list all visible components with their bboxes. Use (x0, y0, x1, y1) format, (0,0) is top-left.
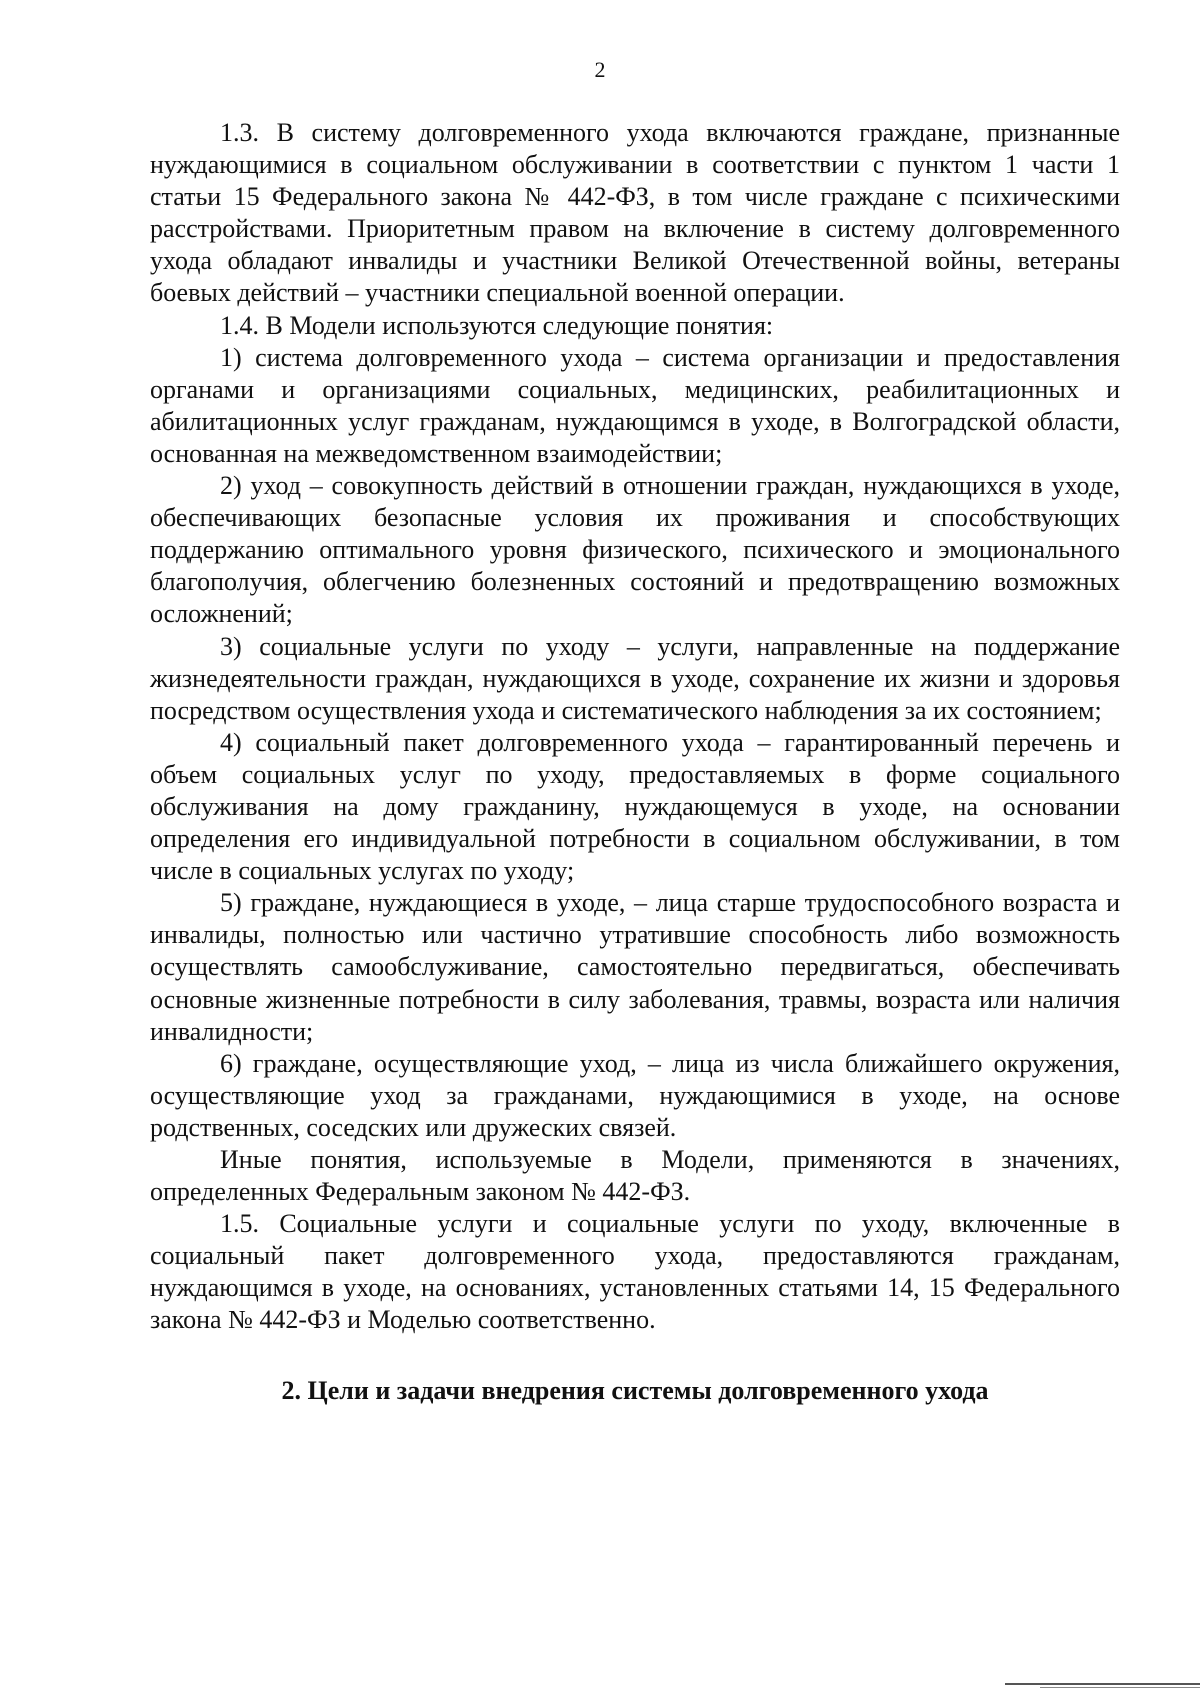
scan-artifact-line (1005, 1683, 1200, 1685)
definition-5: 5) граждане, нуждающиеся в уходе, – лица старше трудоспособного возраста и инвалиды, полностью или частично утратившие способность либо возможность осуществлять самообслуживание, самостоятельно передвигаться, обеспечивать основные жизненные потребности в силу заболевания, травмы, возраста или наличия инвалидности; (150, 888, 1120, 1046)
paragraph-1-4: 1.4. В Модели используются следующие понятия: (220, 310, 774, 340)
scan-artifact-line-secondary (1040, 1687, 1200, 1688)
section-heading: 2. Цели и задачи внедрения системы долговременного ухода (281, 1375, 989, 1405)
definition-6: 6) граждане, осуществляющие уход, – лица из числа ближайшего окружения, осуществляющие уход за гражданами, нуждающимися в уходе, на основе родственных, соседских или дружеских связей. (150, 1048, 1120, 1142)
definition-2: 2) уход – совокупность действий в отношении граждан, нуждающихся в уходе, обеспечивающих безопасные условия их проживания и способствующих поддержанию оптимального уровня физического, психического и эмоционального благополучия, облегчению болезненных состояний и предотвращению возможных осложнений; (150, 471, 1120, 629)
paragraph-1-3: 1.3. В систему долговременного ухода включаются граждане, признанные нуждающимися в социальном обслуживании в соответствии с пунктом 1 части 1 статьи 15 Федерального закона № 442-ФЗ, в том числе граждане с психическими расстройствами. Приоритетным правом на включение в систему долговременного ухода обладают инвалиды и участники Великой Отечественной войны, ветераны боевых действий – участники специальной военной операции. (150, 118, 1120, 308)
definition-3: 3) социальные услуги по уходу – услуги, направленные на поддержание жизнедеятельности граждан, нуждающихся в уходе, сохранение их жизни и здоровья посредством осуществления ухода и систематического наблюдения за их состоянием; (150, 631, 1120, 725)
page-number: 2 (594, 57, 606, 82)
paragraph-1-5: 1.5. Социальные услуги и социальные услуги по уходу, включенные в социальный пакет долговременного ухода, предоставляются гражданам, нуждающимся в уходе, на основаниях, установленных статьями 14, 15 Федерального закона № 442-ФЗ и Моделью соответственно. (150, 1209, 1120, 1335)
document-body (150, 117, 1120, 1407)
definition-4: 4) социальный пакет долговременного ухода – гарантированный перечень и объем социальных услуг по уходу, предоставляемых в форме социального обслуживания на дому гражданину, нуждающемуся в уходе, на основании определения его индивидуальной потребности в социальном обслуживании, в том числе в социальных услугах по уходу; (150, 727, 1120, 886)
definition-1: 1) система долговременного ухода – система организации и предоставления органами и организациями социальных, медицинских, реабилитационных и абилитационных услуг гражданам, нуждающимся в уходе, в Волгоградской области, основанная на межведомственном взаимодействии; (150, 342, 1120, 468)
other-terms-paragraph: Иные понятия, используемые в Модели, применяются в значениях, определенных Федеральным законом № 442-ФЗ. (150, 1145, 1120, 1207)
